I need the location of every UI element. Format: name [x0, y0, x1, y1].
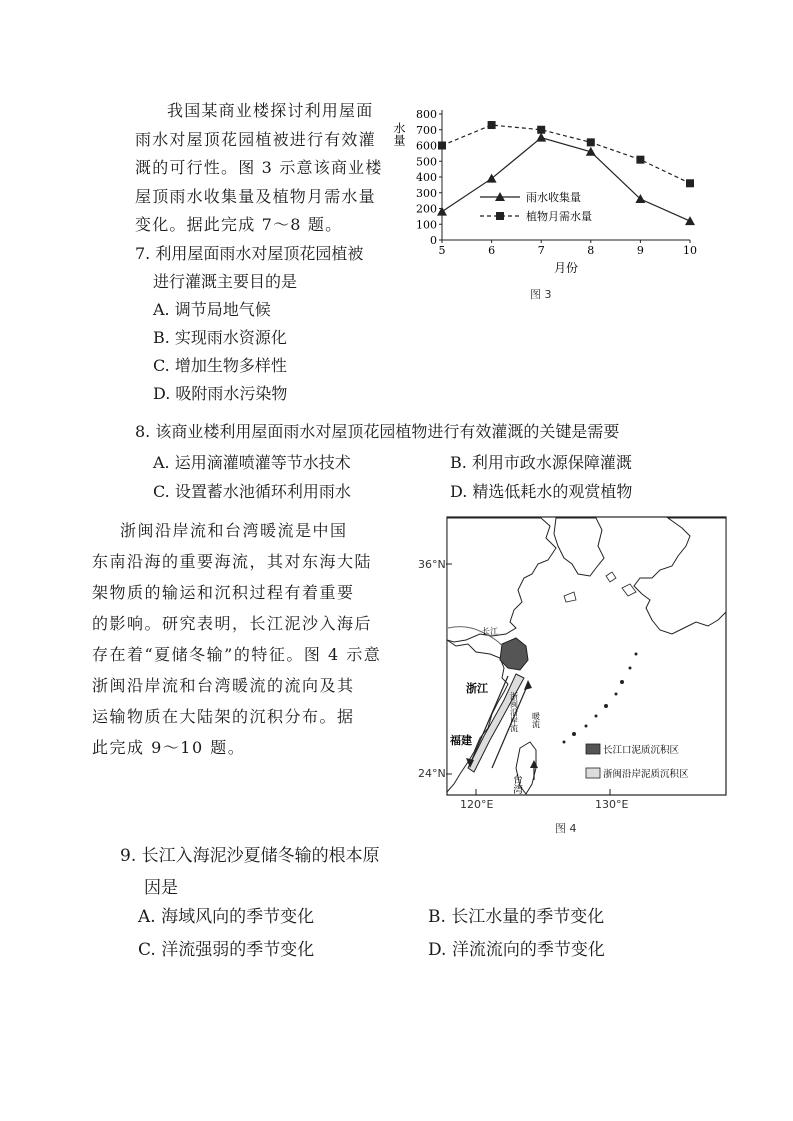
y-tick-label: 200	[416, 202, 437, 216]
label-warm-current: 暖流	[531, 712, 541, 728]
x-tick-label: 9	[636, 244, 644, 257]
intro-line: 我国某商业楼探讨利用屋面	[167, 101, 374, 120]
label-coastal-current: 浙闽沿岸流	[509, 692, 519, 732]
intro-line: 此完成 9～10 题。	[92, 738, 246, 757]
intro-line: 浙闽沿岸流和台湾暖流是中国	[120, 521, 348, 540]
series-line	[442, 138, 690, 221]
label-zhejiang: 浙江	[466, 682, 488, 695]
lon-label-130: 130°E	[595, 798, 629, 811]
x-tick-label: 5	[438, 244, 446, 257]
intro-line: 存在着“夏储冬输”的特征。图 4 示意	[92, 645, 382, 664]
option-d[interactable]: D. 洋流流向的季节变化	[428, 940, 605, 960]
question-stem: 因是	[144, 878, 178, 898]
question-stem: 9. 长江入海泥沙夏储冬输的根本原	[120, 846, 380, 866]
data-point-square	[686, 179, 694, 187]
data-point-square	[636, 156, 644, 164]
question-stem: 8. 该商业楼利用屋面雨水对屋顶花园植物进行有效灌溉的关键是需要	[135, 422, 620, 441]
lat-label-36: 36°N	[418, 558, 446, 571]
option-a[interactable]: A. 运用滴灌喷灌等节水技术	[153, 453, 351, 472]
intro-line: 溉的可行性。图 3 示意该商业楼	[135, 158, 383, 177]
intro-paragraph-2	[92, 515, 402, 763]
intro-line: 东南沿海的重要海流，其对东海大陆	[92, 552, 373, 571]
figure-3-chart	[392, 102, 715, 307]
y-axis-label: 水量	[392, 122, 406, 146]
legend-label-rain: 雨水收集量	[526, 191, 581, 204]
intro-line: 架物质的输运和沉积过程有着重要	[92, 583, 355, 602]
lon-label-120: 120°E	[460, 798, 494, 811]
y-tick-label: 500	[416, 155, 437, 169]
intro-paragraph-1	[135, 97, 405, 240]
intro-line: 的影响。研究表明，长江泥沙入海后	[92, 614, 373, 633]
option-b[interactable]: B. 利用市政水源保障灌溉	[450, 453, 632, 472]
question-8	[135, 418, 735, 446]
figure-4-caption: 图 4	[555, 822, 577, 835]
y-tick-label: 600	[416, 139, 437, 153]
option-c[interactable]: C. 设置蓄水池循环利用雨水	[153, 482, 351, 501]
y-tick-label: 800	[416, 108, 437, 121]
legend-marker-plant	[496, 212, 504, 220]
data-point-square	[587, 138, 595, 146]
y-tick-label: 100	[416, 218, 437, 232]
intro-line: 浙闽沿岸流和台湾暖流的流向及其	[92, 676, 355, 695]
y-tick-label: 400	[416, 171, 437, 184]
legend-label-plant: 植物月需水量	[526, 210, 592, 223]
legend-yangtze: 长江口泥质沉积区	[603, 745, 680, 756]
x-tick-label: 7	[537, 244, 545, 257]
option-c[interactable]: C. 洋流强弱的季节变化	[138, 940, 315, 960]
label-taiwan: 台湾	[510, 774, 522, 794]
question-7	[135, 240, 405, 408]
x-tick-label: 6	[488, 244, 496, 257]
x-axis-label: 月份	[553, 261, 579, 275]
option-a[interactable]: A. 调节局地气候	[153, 300, 271, 319]
intro-line: 变化。据此完成 7～8 题。	[135, 215, 343, 234]
intro-line: 屋顶雨水收集量及植物月需水量	[135, 186, 376, 206]
lat-label-24: 24°N	[418, 767, 446, 780]
figure-4-map	[446, 516, 728, 812]
y-tick-label: 700	[416, 123, 437, 137]
option-c[interactable]: C. 增加生物多样性	[153, 356, 287, 375]
question-stem: 7. 利用屋面雨水对屋顶花园植被	[135, 244, 364, 263]
data-point-square	[438, 142, 446, 150]
option-a[interactable]: A. 海域风向的季节变化	[138, 907, 315, 927]
option-b[interactable]: B. 长江水量的季节变化	[428, 907, 605, 927]
y-tick-label: 300	[416, 186, 437, 200]
series-line	[442, 125, 690, 183]
option-d[interactable]: D. 精选低耗水的观赏植物	[450, 482, 633, 501]
data-point-triangle	[536, 133, 546, 142]
y-tick-label: 0	[430, 234, 437, 247]
intro-line: 运输物质在大陆架的沉积分布。据	[92, 707, 355, 726]
option-b[interactable]: B. 实现雨水资源化	[153, 328, 287, 347]
data-point-square	[488, 121, 496, 129]
figure-3-caption: 图 3	[530, 288, 552, 301]
data-point-triangle	[685, 216, 695, 225]
question-9	[120, 840, 460, 904]
question-stem: 进行灌溉主要目的是	[153, 272, 298, 291]
intro-line: 雨水对屋顶花园植被进行有效灌	[135, 129, 376, 149]
option-d[interactable]: D. 吸附雨水污染物	[153, 384, 288, 403]
legend-zhemin: 浙闽沿岸泥质沉积区	[603, 769, 689, 780]
label-fujian: 福建	[450, 734, 472, 747]
label-changjiang: 长江	[482, 627, 498, 636]
data-point-triangle	[437, 207, 447, 216]
x-tick-label: 8	[587, 244, 595, 257]
x-tick-label: 10	[683, 244, 697, 257]
data-point-square	[537, 126, 545, 134]
